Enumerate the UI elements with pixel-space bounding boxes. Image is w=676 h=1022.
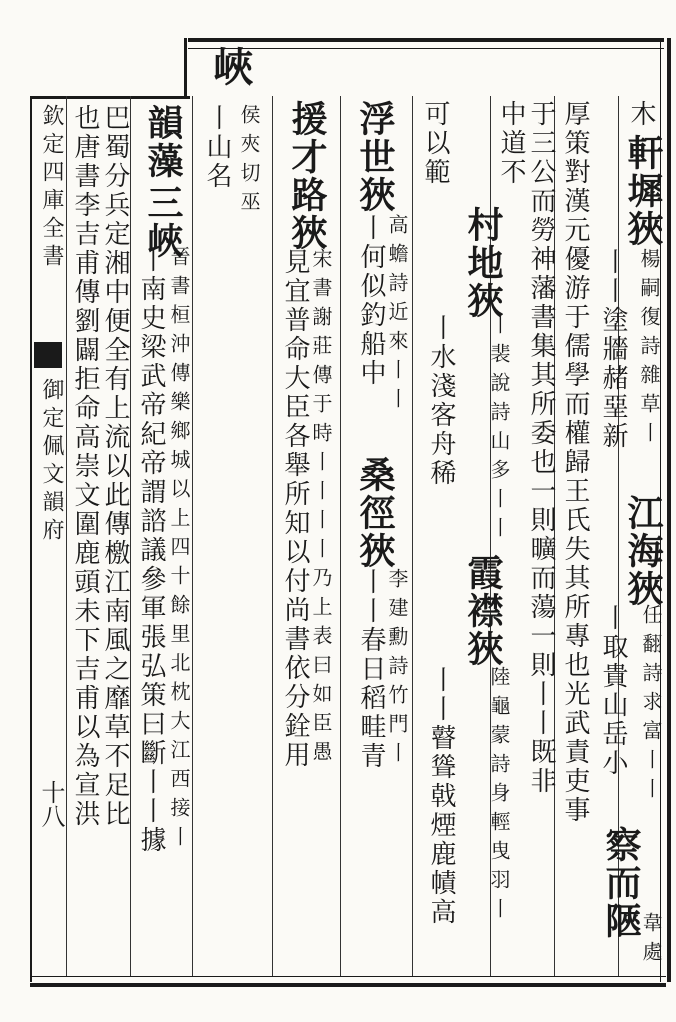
head-character: 峽 [207, 46, 254, 86]
column-divider [272, 96, 273, 976]
entry-annotation: 任翻詩求富丨丨 [639, 604, 663, 807]
column-text: 也唐書李吉甫傳劉闢拒命高崇文圍鹿頭未下吉甫以為宣洪 [70, 104, 100, 829]
column-text: 木 [626, 100, 656, 129]
column-text: 于三公而勞神藩書集其所委也一則曠而蕩一則丨丨既非 [526, 100, 556, 796]
entry-heading: 桑徑狹 [354, 456, 396, 570]
column-text: 中道不 [496, 100, 526, 187]
column-text: 丨水淺客舟稀 [426, 314, 456, 488]
frame-bottom-border [30, 976, 666, 987]
entry-annotation: 宋書謝莊傳于時丨丨丨丨乃上表曰如臣愚 [309, 248, 333, 770]
volume-title: 御定佩文韻府 [39, 378, 64, 546]
column-text: 丨取貴山岳小 [598, 604, 628, 778]
column-divider [340, 96, 341, 976]
entry-annotation: 李建勳詩竹門丨 [385, 568, 409, 771]
entry-heading: 察而陿 [600, 826, 642, 940]
entry-heading: 軒墀狹 [622, 134, 664, 248]
column-divider [192, 96, 193, 976]
entry-heading: 村地狹 [462, 206, 504, 320]
column-divider [412, 96, 413, 976]
column-text: 丨丨瞽聳戟煙鹿幘高 [426, 666, 456, 927]
column-text: 厚策對漢元優游于儒學而權歸王氏失其所專也光武責吏事 [560, 100, 590, 825]
column-text: 丨何似釣船中 [356, 214, 386, 388]
entry-heading: 浮世狹 [354, 100, 396, 214]
column-text: 見宜普命大臣各舉所知以付尚書依分銓用 [280, 248, 310, 770]
entry-annotation: 高蟾詩近來丨丨 [385, 214, 409, 417]
frame-top-border [188, 38, 664, 49]
column-text: 丨南史梁武帝紀帝謂諮議參軍張弘策曰斷丨丨據 [136, 246, 166, 855]
entry-annotation: 韋處 [639, 912, 663, 970]
column-text: 丨山名 [202, 104, 232, 191]
column-text: 可以範 [420, 100, 450, 187]
margin-black-tab [34, 342, 62, 368]
entry-heading: 霞襟狹 [462, 554, 504, 668]
column-text: 丨丨春日稻畦青 [356, 568, 386, 771]
column-text: 丨丨塗牆赭堊新 [598, 248, 628, 451]
entry-heading: 江海狹 [622, 494, 664, 608]
entry-heading: 三峽 [142, 184, 184, 260]
page-number: 十八 [37, 780, 65, 828]
entry-annotation: 陸龜蒙詩身輕曳羽丨 [487, 666, 511, 927]
entry-annotation: 楊嗣復詩雜草丨 [637, 248, 661, 451]
entry-annotation: 丨裴說詩山多丨丨 [487, 314, 511, 546]
entry-annotation: 晉書桓沖傳樂鄉城以上四十餘里北枕大江西接丨 [167, 246, 191, 855]
frame-head-border [184, 38, 193, 98]
entry-heading: 援才路狹 [286, 100, 328, 252]
book-title: 欽定四庫全書 [39, 104, 64, 272]
pronunciation-note: 侯夾切巫 [237, 104, 261, 220]
frame-step-border [30, 96, 190, 103]
column-text: 巴蜀分兵定湘中便全有上流以此傳檄江南風之靡草不足比 [100, 104, 130, 829]
section-heading: 韻藻 [142, 104, 184, 180]
